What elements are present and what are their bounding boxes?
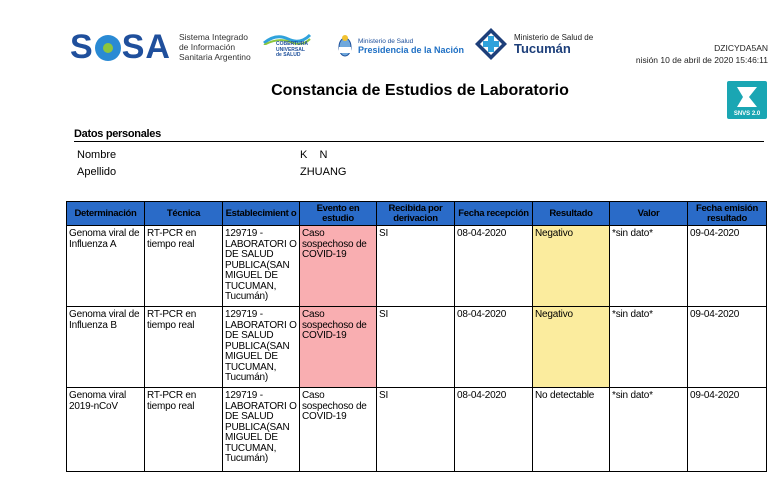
table-cell: 129719 - LABORATORI O DE SALUD PUBLICA(SAN MIGUEL DE TUCUMAN, Tucumán) bbox=[223, 307, 300, 388]
first-name-label: Nombre bbox=[77, 149, 117, 161]
table-cell: 08-04-2020 bbox=[455, 307, 533, 388]
table-cell: *sin dato* bbox=[610, 388, 688, 472]
national-shield-icon bbox=[338, 34, 352, 58]
column-header: Evento en estudio bbox=[300, 202, 377, 226]
table-cell: 09-04-2020 bbox=[688, 388, 767, 472]
first-name-value: K N bbox=[300, 149, 328, 161]
snvs-badge: SNVS 2.0 bbox=[727, 81, 767, 119]
sisa-wordmark: S S A bbox=[70, 28, 171, 66]
column-header: Determinación bbox=[67, 202, 145, 226]
table-cell: SI bbox=[377, 226, 455, 307]
table-cell: 08-04-2020 bbox=[455, 388, 533, 472]
table-row bbox=[67, 388, 767, 472]
table-cell: SI bbox=[377, 307, 455, 388]
section-divider bbox=[74, 141, 764, 142]
document-header bbox=[0, 0, 782, 75]
table-cell-event: Caso sospechoso de COVID-19 bbox=[300, 388, 377, 472]
table-cell: *sin dato* bbox=[610, 307, 688, 388]
health-cross-icon bbox=[474, 27, 508, 61]
sisa-dot-icon bbox=[95, 35, 121, 61]
document-code-block bbox=[636, 42, 768, 66]
table-header-row bbox=[67, 202, 767, 226]
table-cell: SI bbox=[377, 388, 455, 472]
document-title: Constancia de Estudios de Laboratorio bbox=[271, 82, 569, 99]
ministerio-salud-tucuman-logo: Ministerio de Salud de Tucumán bbox=[474, 27, 593, 61]
column-header: Recibida por derivacion bbox=[377, 202, 455, 226]
column-header: Técnica bbox=[145, 202, 223, 226]
column-header: Fecha emisión resultado bbox=[688, 202, 767, 226]
table-cell: RT-PCR en tiempo real bbox=[145, 307, 223, 388]
ministerio-salud-nacion-logo: Ministerio de Salud Presidencia de la Nación bbox=[338, 34, 464, 58]
cobertura-universal-logo: COBERTURA UNIVERSAL de SALUD bbox=[262, 33, 314, 61]
table-cell: 09-04-2020 bbox=[688, 226, 767, 307]
table-cell-event: Caso sospechoso de COVID-19 bbox=[300, 307, 377, 388]
personal-data-heading: Datos personales bbox=[74, 128, 161, 140]
table-cell: 09-04-2020 bbox=[688, 307, 767, 388]
table-cell: 08-04-2020 bbox=[455, 226, 533, 307]
table-cell: Genoma viral 2019-nCoV bbox=[67, 388, 145, 472]
table-row bbox=[67, 307, 767, 388]
person-figure-icon bbox=[733, 85, 761, 109]
table-cell-result: Negativo bbox=[533, 307, 610, 388]
column-header: Resultado bbox=[533, 202, 610, 226]
sisa-logo bbox=[70, 30, 251, 64]
table-cell: 129719 - LABORATORI O DE SALUD PUBLICA(SAN MIGUEL DE TUCUMAN, Tucumán) bbox=[223, 388, 300, 472]
column-header: Valor bbox=[610, 202, 688, 226]
table-cell: RT-PCR en tiempo real bbox=[145, 226, 223, 307]
table-row bbox=[67, 226, 767, 307]
table-cell: *sin dato* bbox=[610, 226, 688, 307]
table-cell: Genoma viral de Influenza B bbox=[67, 307, 145, 388]
column-header: Fecha recepción bbox=[455, 202, 533, 226]
last-name-label: Apellido bbox=[77, 166, 117, 178]
table-cell-event: Caso sospechoso de COVID-19 bbox=[300, 226, 377, 307]
table-cell-result: Negativo bbox=[533, 226, 610, 307]
sisa-subtitle: Sistema Integrado de Información Sanitaria Argentino bbox=[178, 32, 251, 62]
table-cell: 129719 - LABORATORI O DE SALUD PUBLICA(SAN MIGUEL DE TUCUMAN, Tucumán) bbox=[223, 226, 300, 307]
table-cell: RT-PCR en tiempo real bbox=[145, 388, 223, 472]
table-cell-result: No detectable bbox=[533, 388, 610, 472]
table-cell: Genoma viral de Influenza A bbox=[67, 226, 145, 307]
last-name-value: ZHUANG bbox=[300, 166, 347, 178]
document-code: DZICYDA5AN bbox=[714, 43, 768, 53]
lab-results-table bbox=[66, 201, 767, 472]
emission-timestamp: nisión 10 de abril de 2020 15:46:11 bbox=[635, 55, 768, 65]
column-header: Establecimient o bbox=[223, 202, 300, 226]
